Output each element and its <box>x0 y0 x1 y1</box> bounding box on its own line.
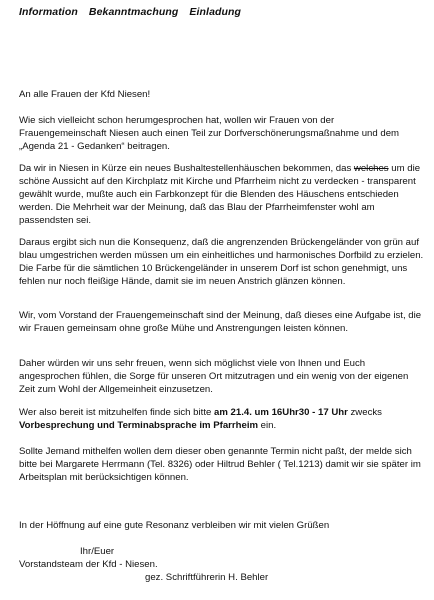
signature-team: Vorstandsteam der Kfd - Niesen. <box>19 559 158 570</box>
meeting-purpose: Vorbesprechung und Terminabsprache im Pfarrheim <box>19 420 259 431</box>
meeting-text-mid: zwecks <box>347 407 382 418</box>
paragraph-intro: Wie sich vielleicht schon herumgesprochen hat, wollen wir Frauen von der Frauengemeinschaft Niesen auch einen Teil zur Dorfverschönerungsmaßnahme und dem „Agenda 21 - Gedanken“ beitragen. <box>19 115 400 152</box>
paragraph-bus-stop-rest: um die schöne Aussicht auf den Kirchplatz mit Kirche und Pfarrheim nicht zu verdecken - transparent gewählt wurde, mußte auch ein Farbkonzept für die Blenden des Häuschens entschieden werden. Die Mehrheit war der Meinung, daß das Blau der Pfarrheimfenster wohl am passendsten sei. <box>19 163 421 226</box>
header-information: Information <box>19 6 78 18</box>
paragraph-meeting <box>19 406 424 432</box>
paragraph-bus-stop <box>19 162 424 227</box>
meeting-text-end: ein. <box>258 420 277 431</box>
paragraph-request: Daher würden wir uns sehr freuen, wenn sich möglichst viele von Ihnen und Euch angesprochen fühlen, die Sorge für unseren Ort mitzutragen und ein wenig von der eigenen Zeit zum Wohl der Allgemeinheit einzusetzen. <box>19 358 409 395</box>
paragraph-railings: Daraus ergibt sich nun die Konsequenz, daß die angrenzenden Brückengeländer von grün auf blau umgestrichen werden müssen um ein einheitliches und harmonisches Dorfbild zu erzielen. Die Farbe für die sämtlichen 10 Brückengeländer in unserem Dorf ist schon genehmigt, uns fehlen nur noch fleißige Hände, damit sie im neuen Anstrich glänzen können. <box>19 237 424 287</box>
document-header <box>19 6 249 18</box>
struck-word: welches <box>353 163 389 174</box>
closing-line: In der Höffnung auf eine gute Resonanz verbleiben wir mit vielen Grüßen <box>19 520 330 531</box>
signature-writer: gez. Schriftführerin H. Behler <box>145 572 269 583</box>
meeting-text-start: Wer also bereit ist mitzuhelfen finde sich bitte <box>19 407 214 418</box>
header-bekanntmachung: Bekanntmachung <box>88 6 179 18</box>
paragraph-bus-stop-start: Da wir in Niesen in Kürze ein neues Bushaltestellenhäuschen bekommen, das <box>19 163 352 174</box>
signature-ihr-euer: Ihr/Euer <box>80 546 115 557</box>
paragraph-board-opinion: Wir, vom Vorstand der Frauengemeinschaft sind der Meinung, daß dieses eine Aufgabe ist, die wir Frauen gemeinsam ohne große Mühe und Anstrengungen leisten können. <box>19 310 422 334</box>
salutation: An alle Frauen der Kfd Niesen! <box>19 89 151 100</box>
meeting-date: am 21.4. um 16Uhr30 - 17 Uhr <box>214 407 348 418</box>
paragraph-contact: Sollte Jemand mithelfen wollen dem dieser oben genannte Termin nicht paßt, der melde sich bitte bei Margarete Herrmann (Tel. 8326) oder Hiltrud Behler ( Tel.1213) damit wir sie später im Arbeitsplan mit berücksichtigen können. <box>19 446 421 483</box>
header-einladung: Einladung <box>189 6 242 18</box>
